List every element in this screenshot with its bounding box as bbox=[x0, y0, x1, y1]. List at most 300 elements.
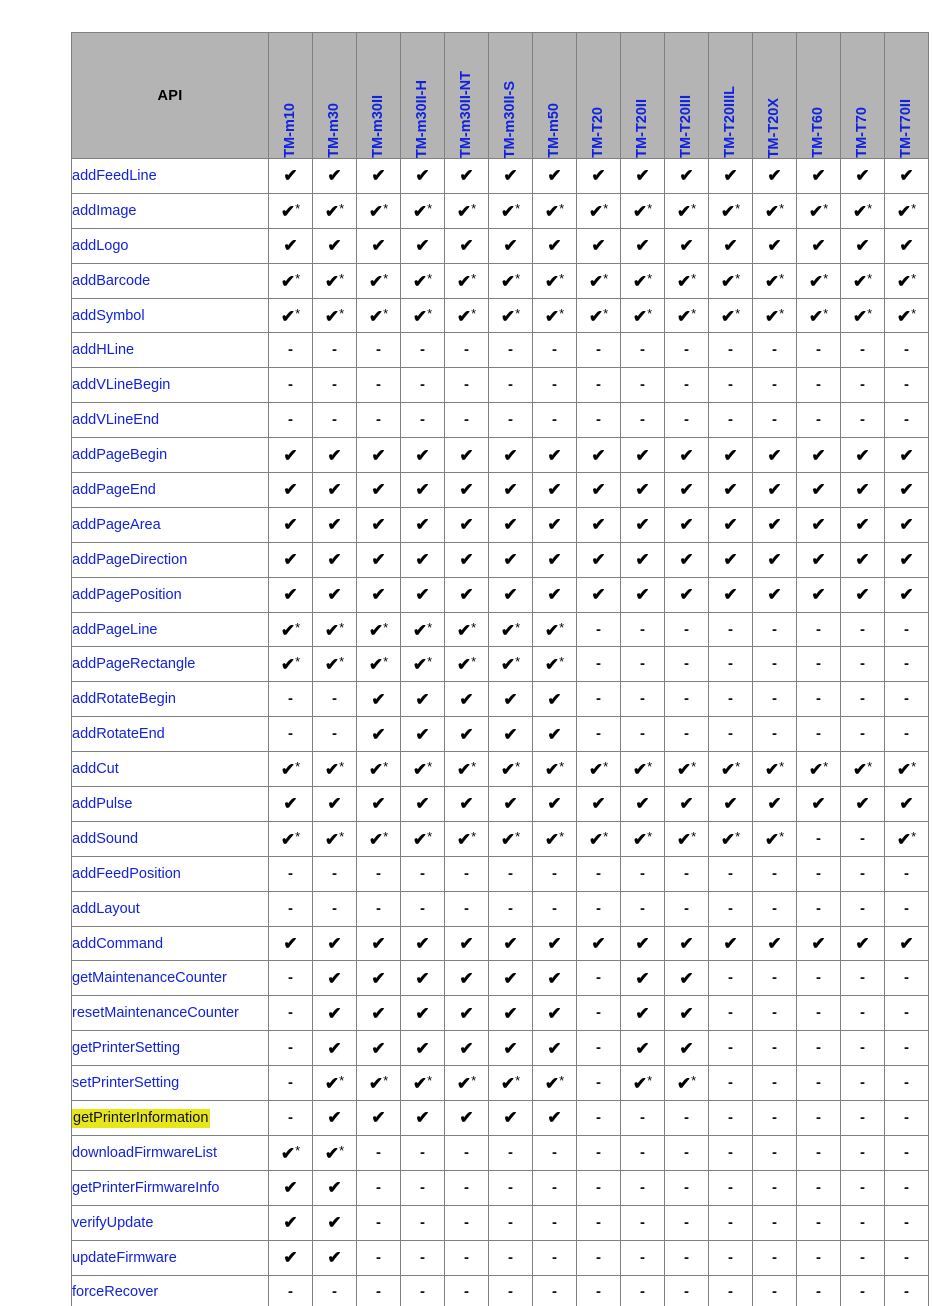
support-cell-check bbox=[577, 228, 621, 263]
check-icon: ✔ bbox=[415, 550, 430, 570]
check-icon: ✔ bbox=[855, 445, 870, 465]
api-name-cell[interactable]: addRotateEnd bbox=[72, 717, 269, 752]
support-cell-check-note bbox=[885, 821, 929, 856]
dash-icon: - bbox=[904, 1143, 909, 1161]
support-cell-check bbox=[401, 507, 445, 542]
asterisk-note: * bbox=[427, 270, 433, 286]
check-icon: ✔ bbox=[852, 271, 868, 291]
support-cell-none bbox=[577, 1170, 621, 1205]
support-cell-check bbox=[269, 542, 313, 577]
asterisk-note: * bbox=[691, 200, 697, 216]
support-cell-check-note bbox=[621, 1066, 665, 1101]
dash-icon: - bbox=[596, 1213, 601, 1231]
check-icon: ✔ bbox=[544, 201, 560, 221]
dash-icon: - bbox=[860, 655, 865, 673]
dash-icon: - bbox=[508, 1213, 513, 1231]
support-cell-check-note bbox=[577, 821, 621, 856]
check-icon: ✔ bbox=[588, 306, 604, 326]
support-cell-check-note bbox=[313, 612, 357, 647]
api-name-cell[interactable]: getPrinterSetting bbox=[72, 1031, 269, 1066]
dash-icon: - bbox=[464, 341, 469, 359]
support-cell-check-note bbox=[665, 193, 709, 228]
check-icon: ✔ bbox=[459, 794, 474, 814]
dash-icon: - bbox=[596, 690, 601, 708]
dash-icon: - bbox=[904, 1283, 909, 1301]
support-cell-none bbox=[577, 1275, 621, 1306]
check-icon: ✔ bbox=[327, 1248, 342, 1268]
dash-icon: - bbox=[508, 1178, 513, 1196]
support-cell-none bbox=[577, 891, 621, 926]
support-cell-check bbox=[489, 1101, 533, 1136]
check-icon: ✔ bbox=[415, 480, 430, 500]
support-cell-check-note bbox=[313, 647, 357, 682]
column-header-model bbox=[841, 33, 885, 159]
support-cell-none bbox=[577, 1135, 621, 1170]
support-cell-none bbox=[357, 1205, 401, 1240]
support-cell-check bbox=[401, 1031, 445, 1066]
support-cell-check bbox=[665, 926, 709, 961]
table-row bbox=[72, 577, 929, 612]
support-cell-check bbox=[401, 577, 445, 612]
dash-icon: - bbox=[420, 899, 425, 917]
check-icon: ✔ bbox=[459, 585, 474, 605]
check-icon: ✔ bbox=[808, 760, 824, 780]
asterisk-note: * bbox=[427, 828, 433, 844]
dash-icon: - bbox=[596, 1108, 601, 1126]
api-name-cell[interactable]: addImage bbox=[72, 193, 269, 228]
support-cell-none bbox=[621, 333, 665, 368]
support-cell-check bbox=[357, 1101, 401, 1136]
support-cell-none bbox=[357, 1135, 401, 1170]
support-cell-check bbox=[709, 507, 753, 542]
support-cell-none bbox=[709, 717, 753, 752]
support-cell-none bbox=[753, 682, 797, 717]
dash-icon: - bbox=[596, 1178, 601, 1196]
support-cell-none bbox=[269, 682, 313, 717]
api-name-cell[interactable]: addSymbol bbox=[72, 298, 269, 333]
dash-icon: - bbox=[596, 620, 601, 638]
dash-icon: - bbox=[464, 864, 469, 882]
api-name-cell[interactable]: addLogo bbox=[72, 228, 269, 263]
support-cell-check bbox=[445, 577, 489, 612]
support-cell-none bbox=[709, 647, 753, 682]
asterisk-note: * bbox=[603, 200, 609, 216]
check-icon: ✔ bbox=[544, 655, 560, 675]
support-cell-check-note bbox=[269, 298, 313, 333]
check-icon: ✔ bbox=[679, 166, 694, 186]
dash-icon: - bbox=[728, 1074, 733, 1092]
asterisk-note: * bbox=[559, 654, 565, 670]
support-cell-none bbox=[753, 1135, 797, 1170]
check-icon: ✔ bbox=[412, 1074, 428, 1094]
support-cell-none bbox=[269, 403, 313, 438]
support-cell-check bbox=[269, 926, 313, 961]
support-cell-none bbox=[445, 333, 489, 368]
support-cell-none bbox=[665, 333, 709, 368]
support-cell-check-note bbox=[709, 821, 753, 856]
support-cell-check-note bbox=[489, 821, 533, 856]
support-cell-check bbox=[577, 438, 621, 473]
dash-icon: - bbox=[860, 829, 865, 847]
dash-icon: - bbox=[640, 620, 645, 638]
check-icon: ✔ bbox=[764, 306, 780, 326]
check-icon: ✔ bbox=[855, 166, 870, 186]
check-icon: ✔ bbox=[547, 585, 562, 605]
api-name-cell[interactable] bbox=[72, 1101, 269, 1136]
support-cell-none bbox=[357, 856, 401, 891]
support-cell-none bbox=[797, 891, 841, 926]
support-cell-check bbox=[621, 996, 665, 1031]
dash-icon: - bbox=[816, 1039, 821, 1057]
support-cell-check bbox=[841, 577, 885, 612]
dash-icon: - bbox=[772, 620, 777, 638]
check-icon: ✔ bbox=[456, 655, 472, 675]
table-row bbox=[72, 1240, 929, 1275]
dash-icon: - bbox=[640, 1283, 645, 1301]
table-row bbox=[72, 403, 929, 438]
support-cell-check-note bbox=[313, 193, 357, 228]
check-icon: ✔ bbox=[324, 620, 340, 640]
support-cell-check bbox=[489, 996, 533, 1031]
asterisk-note: * bbox=[603, 828, 609, 844]
api-name-cell[interactable]: addPageEnd bbox=[72, 473, 269, 508]
support-cell-none bbox=[665, 1170, 709, 1205]
check-icon: ✔ bbox=[371, 550, 386, 570]
check-icon: ✔ bbox=[720, 760, 736, 780]
support-cell-none bbox=[885, 1205, 929, 1240]
asterisk-note: * bbox=[471, 270, 477, 286]
support-cell-check-note bbox=[797, 193, 841, 228]
check-icon: ✔ bbox=[415, 724, 430, 744]
table-row bbox=[72, 926, 929, 961]
asterisk-note: * bbox=[779, 828, 785, 844]
support-cell-none bbox=[885, 961, 929, 996]
api-name-cell[interactable]: verifyUpdate bbox=[72, 1205, 269, 1240]
support-cell-none bbox=[401, 1205, 445, 1240]
support-cell-check bbox=[621, 542, 665, 577]
api-name-cell[interactable]: addRotateBegin bbox=[72, 682, 269, 717]
table-row bbox=[72, 159, 929, 194]
check-icon: ✔ bbox=[632, 201, 648, 221]
dash-icon: - bbox=[772, 1143, 777, 1161]
check-icon: ✔ bbox=[500, 1074, 516, 1094]
check-icon: ✔ bbox=[415, 1108, 430, 1128]
api-name-cell[interactable]: addCommand bbox=[72, 926, 269, 961]
table-row bbox=[72, 961, 929, 996]
check-icon: ✔ bbox=[767, 515, 782, 535]
support-cell-check-note bbox=[841, 193, 885, 228]
dash-icon: - bbox=[332, 899, 337, 917]
support-cell-check bbox=[445, 682, 489, 717]
support-cell-check bbox=[841, 926, 885, 961]
support-cell-none bbox=[577, 1101, 621, 1136]
api-name-cell[interactable]: addPageLine bbox=[72, 612, 269, 647]
dash-icon: - bbox=[904, 341, 909, 359]
api-name-cell[interactable]: addFeedLine bbox=[72, 159, 269, 194]
api-name-cell[interactable]: addBarcode bbox=[72, 263, 269, 298]
dash-icon: - bbox=[596, 655, 601, 673]
check-icon: ✔ bbox=[676, 829, 692, 849]
table-row bbox=[72, 996, 929, 1031]
support-cell-none bbox=[533, 891, 577, 926]
dash-icon: - bbox=[420, 341, 425, 359]
table-row bbox=[72, 682, 929, 717]
support-cell-check bbox=[533, 682, 577, 717]
support-cell-none bbox=[489, 1240, 533, 1275]
support-cell-check-note bbox=[357, 752, 401, 787]
check-icon: ✔ bbox=[811, 794, 826, 814]
dash-icon: - bbox=[464, 899, 469, 917]
check-icon: ✔ bbox=[280, 201, 296, 221]
support-cell-none bbox=[709, 1275, 753, 1306]
support-cell-check bbox=[533, 1101, 577, 1136]
asterisk-note: * bbox=[515, 759, 521, 775]
check-icon: ✔ bbox=[720, 829, 736, 849]
dash-icon: - bbox=[420, 1143, 425, 1161]
support-cell-check bbox=[357, 507, 401, 542]
asterisk-note: * bbox=[383, 828, 389, 844]
api-name-cell[interactable]: addVLineBegin bbox=[72, 368, 269, 403]
dash-icon: - bbox=[684, 690, 689, 708]
column-header-api: API bbox=[72, 33, 269, 159]
api-name-cell[interactable]: addPageBegin bbox=[72, 438, 269, 473]
api-name-cell[interactable]: getMaintenanceCounter bbox=[72, 961, 269, 996]
asterisk-note: * bbox=[295, 1142, 301, 1158]
support-cell-check bbox=[313, 473, 357, 508]
asterisk-note: * bbox=[383, 305, 389, 321]
support-cell-check-note bbox=[357, 647, 401, 682]
asterisk-note: * bbox=[911, 270, 917, 286]
support-cell-check bbox=[269, 1170, 313, 1205]
support-cell-none bbox=[577, 682, 621, 717]
asterisk-note: * bbox=[383, 759, 389, 775]
dash-icon: - bbox=[728, 1213, 733, 1231]
column-header-model bbox=[533, 33, 577, 159]
api-name-cell[interactable]: resetMaintenanceCounter bbox=[72, 996, 269, 1031]
support-cell-check bbox=[797, 507, 841, 542]
support-cell-check bbox=[445, 228, 489, 263]
api-name-cell[interactable]: addPagePosition bbox=[72, 577, 269, 612]
support-cell-check bbox=[577, 577, 621, 612]
dash-icon: - bbox=[772, 1283, 777, 1301]
support-cell-check bbox=[489, 507, 533, 542]
check-icon: ✔ bbox=[283, 445, 298, 465]
support-cell-check bbox=[533, 507, 577, 542]
check-icon: ✔ bbox=[327, 794, 342, 814]
dash-icon: - bbox=[772, 899, 777, 917]
support-cell-check-note bbox=[313, 752, 357, 787]
asterisk-note: * bbox=[471, 619, 477, 635]
check-icon: ✔ bbox=[764, 201, 780, 221]
support-cell-check bbox=[313, 1031, 357, 1066]
support-cell-none bbox=[489, 1170, 533, 1205]
check-icon: ✔ bbox=[676, 1074, 692, 1094]
check-icon: ✔ bbox=[808, 271, 824, 291]
asterisk-note: * bbox=[339, 270, 345, 286]
support-cell-check bbox=[445, 159, 489, 194]
api-name-cell[interactable]: addFeedPosition bbox=[72, 856, 269, 891]
api-name-cell[interactable]: addPageDirection bbox=[72, 542, 269, 577]
dash-icon: - bbox=[728, 969, 733, 987]
dash-icon: - bbox=[508, 411, 513, 429]
support-cell-check bbox=[841, 542, 885, 577]
dash-icon: - bbox=[728, 1004, 733, 1022]
support-cell-check-note bbox=[357, 1066, 401, 1101]
check-icon: ✔ bbox=[371, 236, 386, 256]
support-cell-none bbox=[269, 1066, 313, 1101]
check-icon: ✔ bbox=[896, 201, 912, 221]
support-cell-check bbox=[709, 926, 753, 961]
api-name-cell[interactable]: downloadFirmwareList bbox=[72, 1135, 269, 1170]
dash-icon: - bbox=[816, 829, 821, 847]
support-cell-none bbox=[797, 1135, 841, 1170]
support-cell-check-note bbox=[401, 752, 445, 787]
check-icon: ✔ bbox=[679, 585, 694, 605]
support-cell-check-note bbox=[533, 263, 577, 298]
check-icon: ✔ bbox=[899, 550, 914, 570]
support-cell-none bbox=[577, 612, 621, 647]
asterisk-note: * bbox=[823, 759, 829, 775]
support-cell-check-note bbox=[533, 193, 577, 228]
check-icon: ✔ bbox=[635, 1003, 650, 1023]
check-icon: ✔ bbox=[635, 480, 650, 500]
check-icon: ✔ bbox=[632, 829, 648, 849]
check-icon: ✔ bbox=[415, 585, 430, 605]
model-label: TM-T70 bbox=[854, 107, 870, 158]
support-cell-check bbox=[709, 787, 753, 822]
support-cell-check-note bbox=[533, 821, 577, 856]
support-cell-none bbox=[269, 856, 313, 891]
support-cell-none bbox=[709, 333, 753, 368]
check-icon: ✔ bbox=[368, 760, 384, 780]
support-cell-none bbox=[797, 1170, 841, 1205]
check-icon: ✔ bbox=[415, 445, 430, 465]
check-icon: ✔ bbox=[547, 1038, 562, 1058]
dash-icon: - bbox=[816, 341, 821, 359]
model-label: TM-m10 bbox=[282, 103, 298, 158]
check-icon: ✔ bbox=[327, 480, 342, 500]
support-cell-check bbox=[357, 438, 401, 473]
support-cell-check bbox=[885, 542, 929, 577]
model-label: TM-T20X bbox=[766, 97, 782, 158]
api-name-cell[interactable]: addPageRectangle bbox=[72, 647, 269, 682]
check-icon: ✔ bbox=[811, 585, 826, 605]
dash-icon: - bbox=[596, 341, 601, 359]
check-icon: ✔ bbox=[723, 515, 738, 535]
support-cell-check bbox=[665, 542, 709, 577]
api-name-cell[interactable]: getPrinterFirmwareInfo bbox=[72, 1170, 269, 1205]
api-name-cell[interactable]: updateFirmware bbox=[72, 1240, 269, 1275]
api-name-cell[interactable]: addCut bbox=[72, 752, 269, 787]
api-name-cell[interactable]: addSound bbox=[72, 821, 269, 856]
support-cell-none bbox=[753, 996, 797, 1031]
support-cell-check-note bbox=[753, 821, 797, 856]
asterisk-note: * bbox=[911, 759, 917, 775]
table-row bbox=[72, 438, 929, 473]
check-icon: ✔ bbox=[456, 1074, 472, 1094]
support-cell-check-note bbox=[797, 752, 841, 787]
support-cell-none bbox=[313, 891, 357, 926]
support-cell-check bbox=[357, 228, 401, 263]
asterisk-note: * bbox=[559, 270, 565, 286]
support-cell-none bbox=[665, 612, 709, 647]
dash-icon: - bbox=[860, 1039, 865, 1057]
check-icon: ✔ bbox=[459, 515, 474, 535]
support-cell-check bbox=[269, 787, 313, 822]
support-cell-check bbox=[621, 577, 665, 612]
dash-icon: - bbox=[288, 1283, 293, 1301]
check-icon: ✔ bbox=[679, 1038, 694, 1058]
api-name-cell[interactable]: addPageArea bbox=[72, 507, 269, 542]
support-cell-check bbox=[269, 159, 313, 194]
support-cell-none bbox=[885, 612, 929, 647]
api-name-cell[interactable]: addPulse bbox=[72, 787, 269, 822]
support-cell-none bbox=[753, 856, 797, 891]
check-icon: ✔ bbox=[371, 585, 386, 605]
support-cell-check-note bbox=[269, 263, 313, 298]
check-icon: ✔ bbox=[459, 236, 474, 256]
asterisk-note: * bbox=[559, 200, 565, 216]
asterisk-note: * bbox=[339, 200, 345, 216]
support-cell-none bbox=[313, 403, 357, 438]
support-cell-check bbox=[885, 926, 929, 961]
support-cell-check bbox=[445, 717, 489, 752]
dash-icon: - bbox=[288, 690, 293, 708]
support-cell-check bbox=[445, 438, 489, 473]
api-name-cell[interactable]: addHLine bbox=[72, 333, 269, 368]
dash-icon: - bbox=[464, 1248, 469, 1266]
table-row bbox=[72, 333, 929, 368]
support-cell-check-note bbox=[577, 193, 621, 228]
support-cell-none bbox=[533, 1205, 577, 1240]
check-icon: ✔ bbox=[899, 166, 914, 186]
api-name-cell[interactable]: addLayout bbox=[72, 891, 269, 926]
support-cell-check bbox=[577, 473, 621, 508]
dash-icon: - bbox=[684, 899, 689, 917]
support-cell-none bbox=[753, 1101, 797, 1136]
table-row bbox=[72, 1275, 929, 1306]
support-cell-none bbox=[577, 996, 621, 1031]
model-label: TM-T20IIIL bbox=[722, 86, 738, 158]
support-cell-none bbox=[797, 682, 841, 717]
support-cell-none bbox=[665, 1101, 709, 1136]
check-icon: ✔ bbox=[327, 1213, 342, 1233]
dash-icon: - bbox=[464, 1143, 469, 1161]
check-icon: ✔ bbox=[676, 201, 692, 221]
support-cell-check bbox=[533, 926, 577, 961]
api-name-cell[interactable]: setPrinterSetting bbox=[72, 1066, 269, 1101]
support-cell-check-note bbox=[533, 752, 577, 787]
asterisk-note: * bbox=[691, 759, 697, 775]
support-cell-none bbox=[621, 1170, 665, 1205]
support-cell-check bbox=[885, 577, 929, 612]
dash-icon: - bbox=[772, 1178, 777, 1196]
table-row bbox=[72, 787, 929, 822]
api-name-cell[interactable]: forceRecover bbox=[72, 1275, 269, 1306]
table-header bbox=[72, 33, 929, 159]
support-cell-check-note bbox=[709, 752, 753, 787]
support-cell-check bbox=[753, 542, 797, 577]
support-cell-none bbox=[621, 1135, 665, 1170]
dash-icon: - bbox=[904, 1213, 909, 1231]
support-cell-check-note bbox=[489, 612, 533, 647]
support-cell-none bbox=[269, 891, 313, 926]
check-icon: ✔ bbox=[679, 445, 694, 465]
support-cell-none bbox=[885, 1275, 929, 1306]
api-name-cell[interactable]: addVLineEnd bbox=[72, 403, 269, 438]
support-cell-none bbox=[753, 1066, 797, 1101]
support-cell-none bbox=[357, 333, 401, 368]
